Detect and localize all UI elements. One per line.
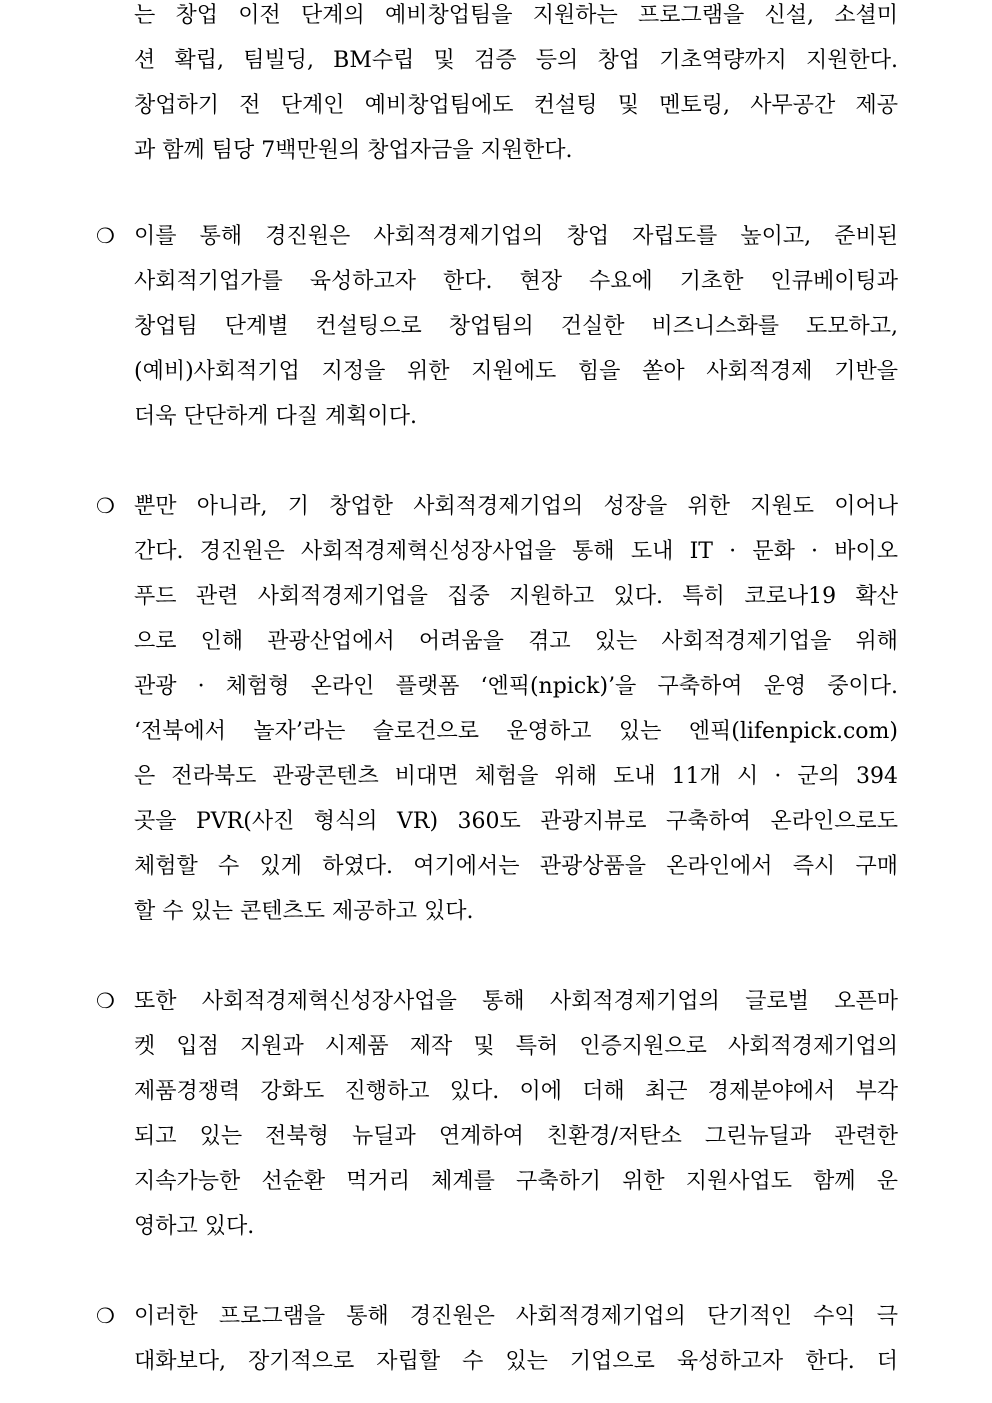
text-line: ‘전북에서 놀자’라는 슬로건으로 운영하고 있는 엔픽(lifenpick.com): [134, 719, 898, 744]
text-line: 제품경쟁력 강화도 진행하고 있다. 이에 더해 최근 경제분야에서 부각: [134, 1079, 898, 1104]
paragraph-strategy: [96, 214, 898, 439]
text-line: 관광 · 체험형 온라인 플랫폼 ‘엔픽(npick)’을 구축하여 운영 중이다.: [134, 674, 898, 699]
text-line: 대화보다, 장기적으로 자립할 수 있는 기업으로 육성하고자 한다. 더: [134, 1349, 898, 1374]
text-line: 과 함께 팀당 7백만원의 창업자금을 지원한다.: [134, 138, 573, 163]
text-line: (예비)사회적기업 지정을 위한 지원에도 힘을 쏟아 사회적경제 기반을: [134, 359, 898, 384]
text-line: 더욱 단단하게 다질 계획이다.: [134, 404, 417, 429]
circle-bullet-icon: ❍: [96, 494, 115, 518]
text-line: 간다. 경진원은 사회적경제혁신성장사업을 통해 도내 IT · 문화 · 바이오: [134, 539, 898, 564]
text-line: 사회적기업가를 육성하고자 한다. 현장 수요에 기초한 인큐베이팅과: [134, 269, 898, 294]
circle-bullet-icon: ❍: [96, 1304, 115, 1328]
text-line: 창업하기 전 단계인 예비창업팀에도 컨설팅 및 멘토링, 사무공간 제공: [134, 93, 898, 118]
text-line: 이를 통해 경진원은 사회적경제기업의 창업 자립도를 높이고, 준비된: [134, 224, 898, 249]
circle-bullet-icon: ❍: [96, 224, 115, 248]
text-line: 체험할 수 있게 하였다. 여기에서는 관광상품을 온라인에서 즉시 구매: [134, 854, 898, 879]
text-line: 은 전라북도 관광콘텐츠 비대면 체험을 위해 도내 11개 시 · 군의 394: [134, 764, 898, 789]
text-line: 는 창업 이전 단계의 예비창업팀을 지원하는 프로그램을 신설, 소셜미: [134, 3, 898, 28]
paragraph-competitiveness: [96, 979, 898, 1249]
text-line: 뿐만 아니라, 기 창업한 사회적경제기업의 성장을 위한 지원도 이어나: [134, 494, 898, 519]
text-line: 할 수 있는 콘텐츠도 제공하고 있다.: [134, 899, 474, 924]
text-line: 션 확립, 팀빌딩, BM수립 및 검증 등의 창업 기초역량까지 지원한다.: [134, 48, 898, 73]
text-line: 이러한 프로그램을 통해 경진원은 사회적경제기업의 단기적인 수익 극: [134, 1304, 898, 1329]
circle-bullet-icon: ❍: [96, 989, 115, 1013]
text-line: 또한 사회적경제혁신성장사업을 통해 사회적경제기업의 글로벌 오픈마: [134, 989, 898, 1014]
text-line: 지속가능한 선순환 먹거리 체계를 구축하기 위한 지원사업도 함께 운: [134, 1169, 898, 1194]
text-line: 푸드 관련 사회적경제기업을 집중 지원하고 있다. 특히 코로나19 확산: [134, 584, 898, 609]
paragraph-growth-support: [96, 484, 898, 934]
text-line: 으로 인해 관광산업에서 어려움을 겪고 있는 사회적경제기업을 위해: [134, 629, 898, 654]
text-line: 켓 입점 지원과 시제품 제작 및 특허 인증지원으로 사회적경제기업의: [134, 1034, 898, 1059]
paragraph-conclusion: [96, 1294, 898, 1384]
paragraph-continuation: [96, 0, 898, 173]
text-line: 되고 있는 전북형 뉴딜과 연계하여 친환경/저탄소 그린뉴딜과 관련한: [134, 1124, 898, 1149]
text-line: 창업팀 단계별 컨설팅으로 창업팀의 건실한 비즈니스화를 도모하고,: [134, 314, 898, 339]
text-line: 곳을 PVR(사진 형식의 VR) 360도 관광지뷰로 구축하여 온라인으로도: [134, 809, 898, 834]
text-line: 영하고 있다.: [134, 1214, 255, 1239]
